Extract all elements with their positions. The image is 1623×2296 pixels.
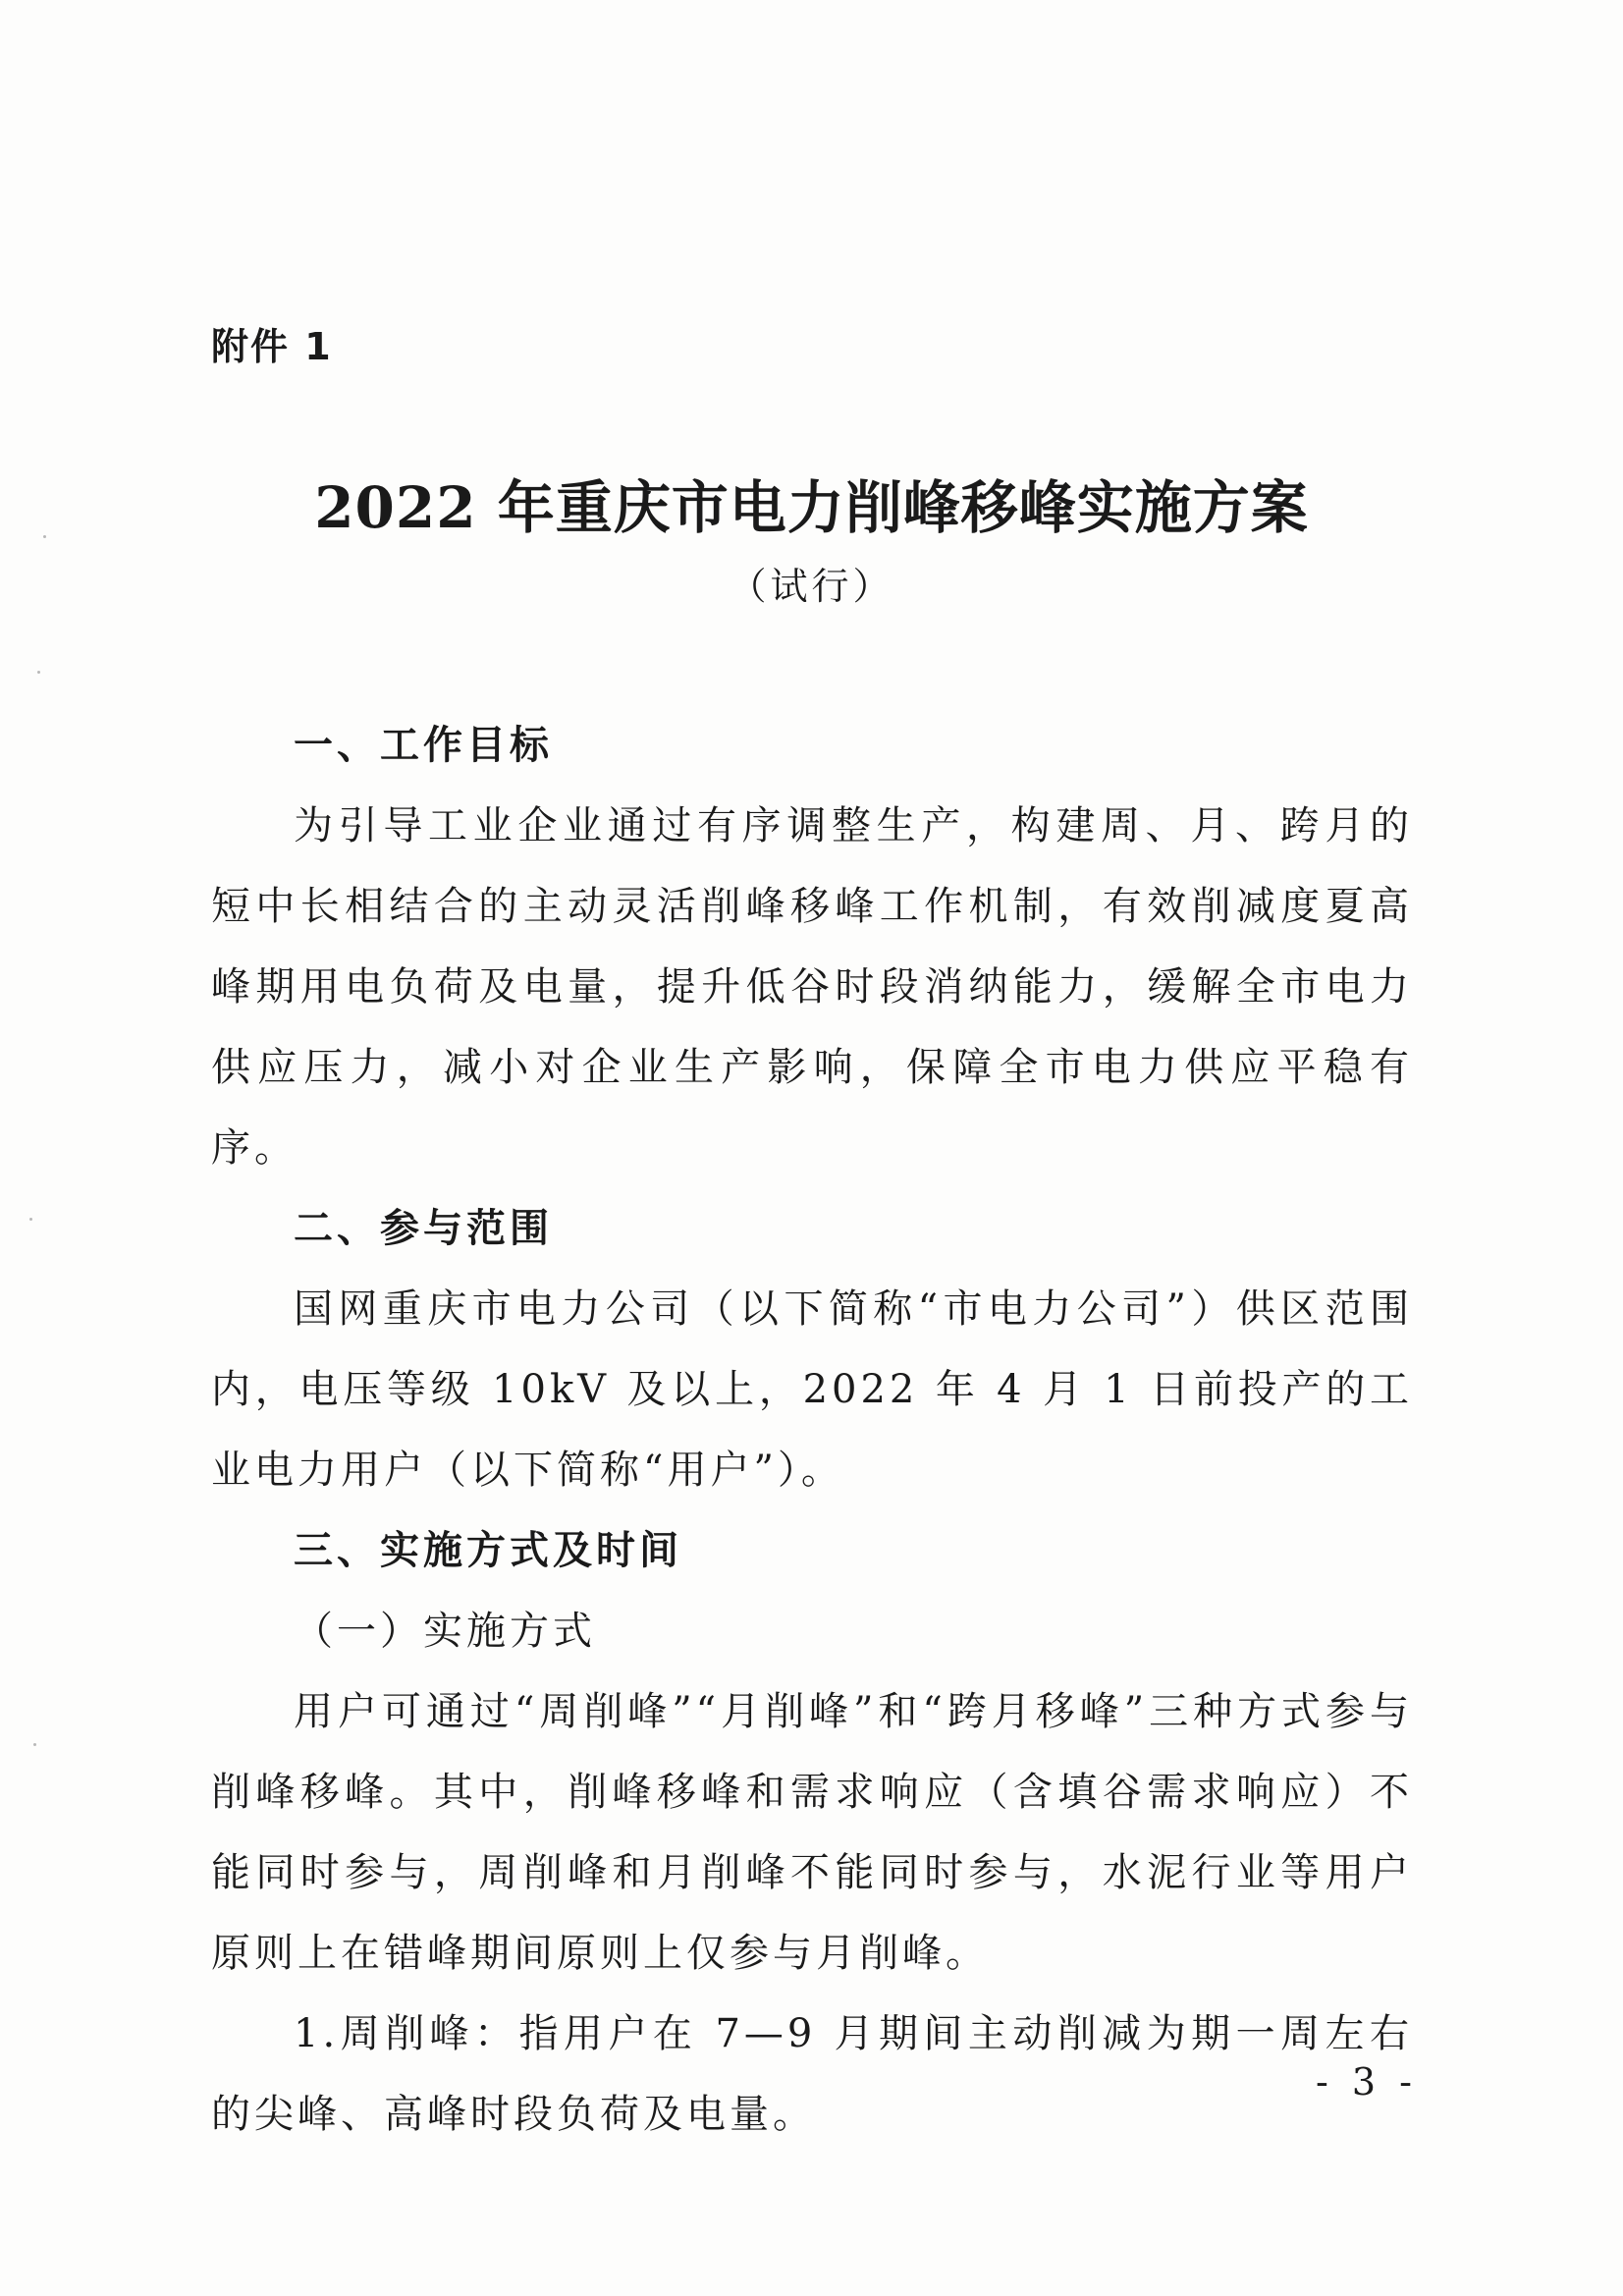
document-body: [211, 705, 1413, 2155]
attachment-label: 附件 1: [211, 325, 333, 368]
paragraph-method: 用户可通过“周削峰”“月削峰”和“跨月移峰”三种方式参与削峰移峰。其中，削峰移峰和需求响应（含填谷需求响应）不能同时参与，周削峰和月削峰不能同时参与，水泥行业等用户原则上在错峰期间原则上仅参与月削峰。: [211, 1689, 1413, 1976]
section-heading-scope: 二、参与范围: [294, 1206, 553, 1251]
scan-speck: [33, 1743, 36, 1746]
scan-speck: [37, 671, 40, 674]
subheading-method: （一）实施方式: [294, 1609, 596, 1654]
scan-speck: [43, 535, 46, 538]
paragraph-goals: 为引导工业企业通过有序调整生产，构建周、月、跨月的短中长相结合的主动灵活削峰移峰工作机制，有效削减度夏高峰期用电负荷及电量，提升低谷时段消纳能力，缓解全市电力供应压力，减小对企业生产影响，保障全市电力供应平稳有序。: [211, 803, 1413, 1171]
paragraph-weekly-peak-cut: 1.周削峰：指用户在 7—9 月期间主动削减为期一周左右的尖峰、高峰时段负荷及电量。: [211, 2011, 1413, 2137]
page-number: - 3 -: [1316, 2060, 1419, 2104]
section-heading-goals: 一、工作目标: [294, 723, 553, 768]
paragraph-scope: 国网重庆市电力公司（以下简称“市电力公司”）供区范围内，电压等级 10kV 及以上，2022 年 4 月 1 日前投产的工业电力用户（以下简称“用户”）。: [211, 1286, 1413, 1493]
document-title: 2022 年重庆市电力削峰移峰实施方案: [314, 474, 1309, 541]
scan-speck: [29, 1218, 32, 1221]
document-subtitle: （试行）: [729, 565, 894, 608]
section-heading-method: 三、实施方式及时间: [294, 1528, 682, 1573]
